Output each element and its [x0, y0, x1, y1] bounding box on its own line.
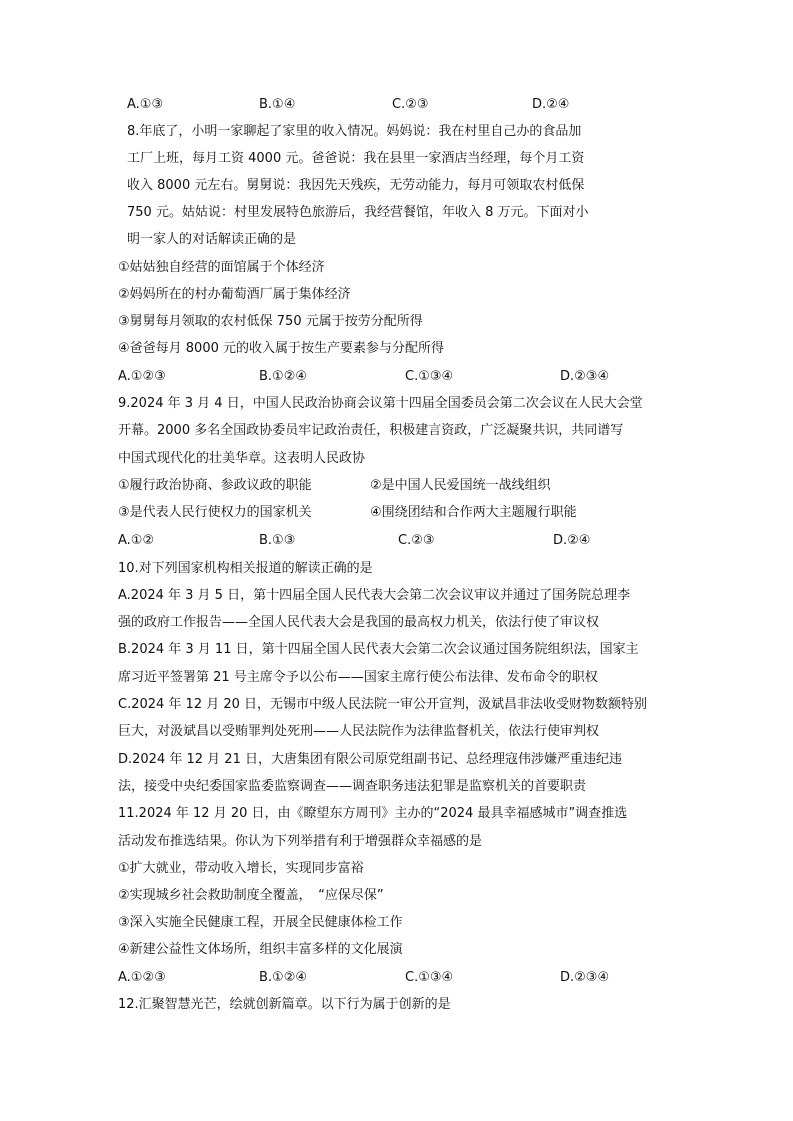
q8-item: ①姑姑独自经营的面馆属于个体经济 [118, 260, 325, 275]
q8-stem-line: 工厂上班，每月工资 4000 元。爸爸说：我在县里一家酒店当经理，每个月工资 [127, 151, 585, 166]
q10-choice-line: 法，接受中央纪委国家监委监察调查——调查职务违法犯罪是监察机关的首要职责 [118, 779, 587, 794]
q8-stem-line: 收入 8000 元左右。舅舅说：我因先天残疾，无劳动能力，每月可领取农村低保 [127, 178, 585, 193]
q10-stem: 10.对下列国家机构相关报道的解读正确的是 [118, 561, 373, 576]
q8-option-c: C.①③④ [405, 369, 454, 384]
q8-option-b: B.①②④ [259, 369, 308, 384]
q9-item: ②是中国人民爱国统一战线组织 [370, 478, 551, 493]
q8-stem-line: 明一家人的对话解读正确的是 [127, 232, 297, 247]
q7-option-a: A.①③ [127, 97, 164, 112]
q11-item: ④新建公益性文体场所，组织丰富多样的文化展演 [118, 942, 403, 957]
q10-choice-line: 席习近平签署第 21 号主席令予以公布——国家主席行使公布法律、发布命令的职权 [118, 670, 598, 685]
q11-option-b: B.①②④ [259, 970, 308, 985]
q8-stem-line: 750 元。姑姑说：村里发展特色旅游后，我经营餐馆，年收入 8 万元。下面对小 [127, 205, 589, 220]
q10-choice-line: 强的政府工作报告——全国人民代表大会是我国的最高权力机关，依法行使了审议权 [118, 615, 600, 630]
q7-option-b: B.①④ [259, 97, 296, 112]
q9-option-b: B.①③ [259, 533, 296, 548]
q10-choice-line: B.2024 年 3 月 11 日，第十四届全国人民代表大会第二次会议通过国务院组织法，国家主 [118, 642, 639, 657]
q8-item: ③舅舅每月领取的农村低保 750 元属于按劳分配所得 [118, 314, 423, 329]
q9-option-d: D.②④ [553, 533, 591, 548]
q9-item: ①履行政治协商、参政议政的职能 [118, 478, 312, 493]
q10-choice-line: D.2024 年 12 月 21 日，大唐集团有限公司原党组副书记、总经理寇伟涉嫌严重违纪违 [118, 752, 622, 767]
q7-option-c: C.②③ [392, 97, 429, 112]
q11-item: ①扩大就业，带动收入增长，实现同步富裕 [118, 861, 364, 876]
q8-item: ②妈妈所在的村办葡萄酒厂属于集体经济 [118, 287, 351, 302]
q8-option-a: A.①②③ [118, 369, 166, 384]
q10-choice-line: A.2024 年 3 月 5 日，第十四届全国人民代表大会第二次会议审议并通过了国务院总理李 [118, 588, 631, 603]
q7-option-d: D.②④ [532, 97, 570, 112]
q12-stem: 12.汇聚智慧光芒，绘就创新篇章。以下行为属于创新的是 [118, 997, 451, 1012]
q11-option-a: A.①②③ [118, 970, 166, 985]
q11-option-c: C.①③④ [405, 970, 454, 985]
q9-option-c: C.②③ [398, 533, 435, 548]
q9-stem-line: 中国式现代化的壮美华章。这表明人民政协 [118, 451, 366, 466]
q9-item: ④围绕团结和合作两大主题履行职能 [370, 505, 577, 520]
q10-choice-line: C.2024 年 12 月 20 日，无锡市中级人民法院一审公开宣判，汲斌昌非法收受财物数额特别 [118, 697, 648, 712]
q11-stem-line: 11.2024 年 12 月 20 日，由《瞭望东方周刊》主办的“2024 最具幸福感城市”调查推选 [118, 806, 628, 821]
q10-choice-line: 巨大，对汲斌昌以受贿罪判处死刑——人民法院作为法律监督机关，依法行使审判权 [118, 724, 600, 739]
q9-stem-line: 9.2024 年 3 月 4 日，中国人民政治协商会议第十四届全国委员会第二次会议在人民大会堂 [118, 396, 643, 411]
q11-stem-line: 活动发布推选结果。你认为下列举措有利于增强群众幸福感的是 [118, 834, 483, 849]
q11-item: ②实现城乡社会救助制度全覆盖， “应保尽保” [118, 888, 384, 903]
q9-item: ③是代表人民行使权力的国家机关 [118, 505, 312, 520]
q11-option-d: D.②③④ [560, 970, 610, 985]
q11-item: ③深入实施全民健康工程，开展全民健康体检工作 [118, 915, 403, 930]
q9-option-a: A.①② [118, 533, 155, 548]
q8-option-d: D.②③④ [560, 369, 610, 384]
q8-stem-line: 8.年底了，小明一家聊起了家里的收入情况。妈妈说：我在村里自己办的食品加 [127, 124, 582, 139]
q9-stem-line: 开幕。2000 多名全国政协委员牢记政治责任，积极建言资政，广泛凝聚共识，共同谱写 [118, 423, 624, 438]
q8-item: ④爸爸每月 8000 元的收入属于按生产要素参与分配所得 [118, 341, 445, 356]
